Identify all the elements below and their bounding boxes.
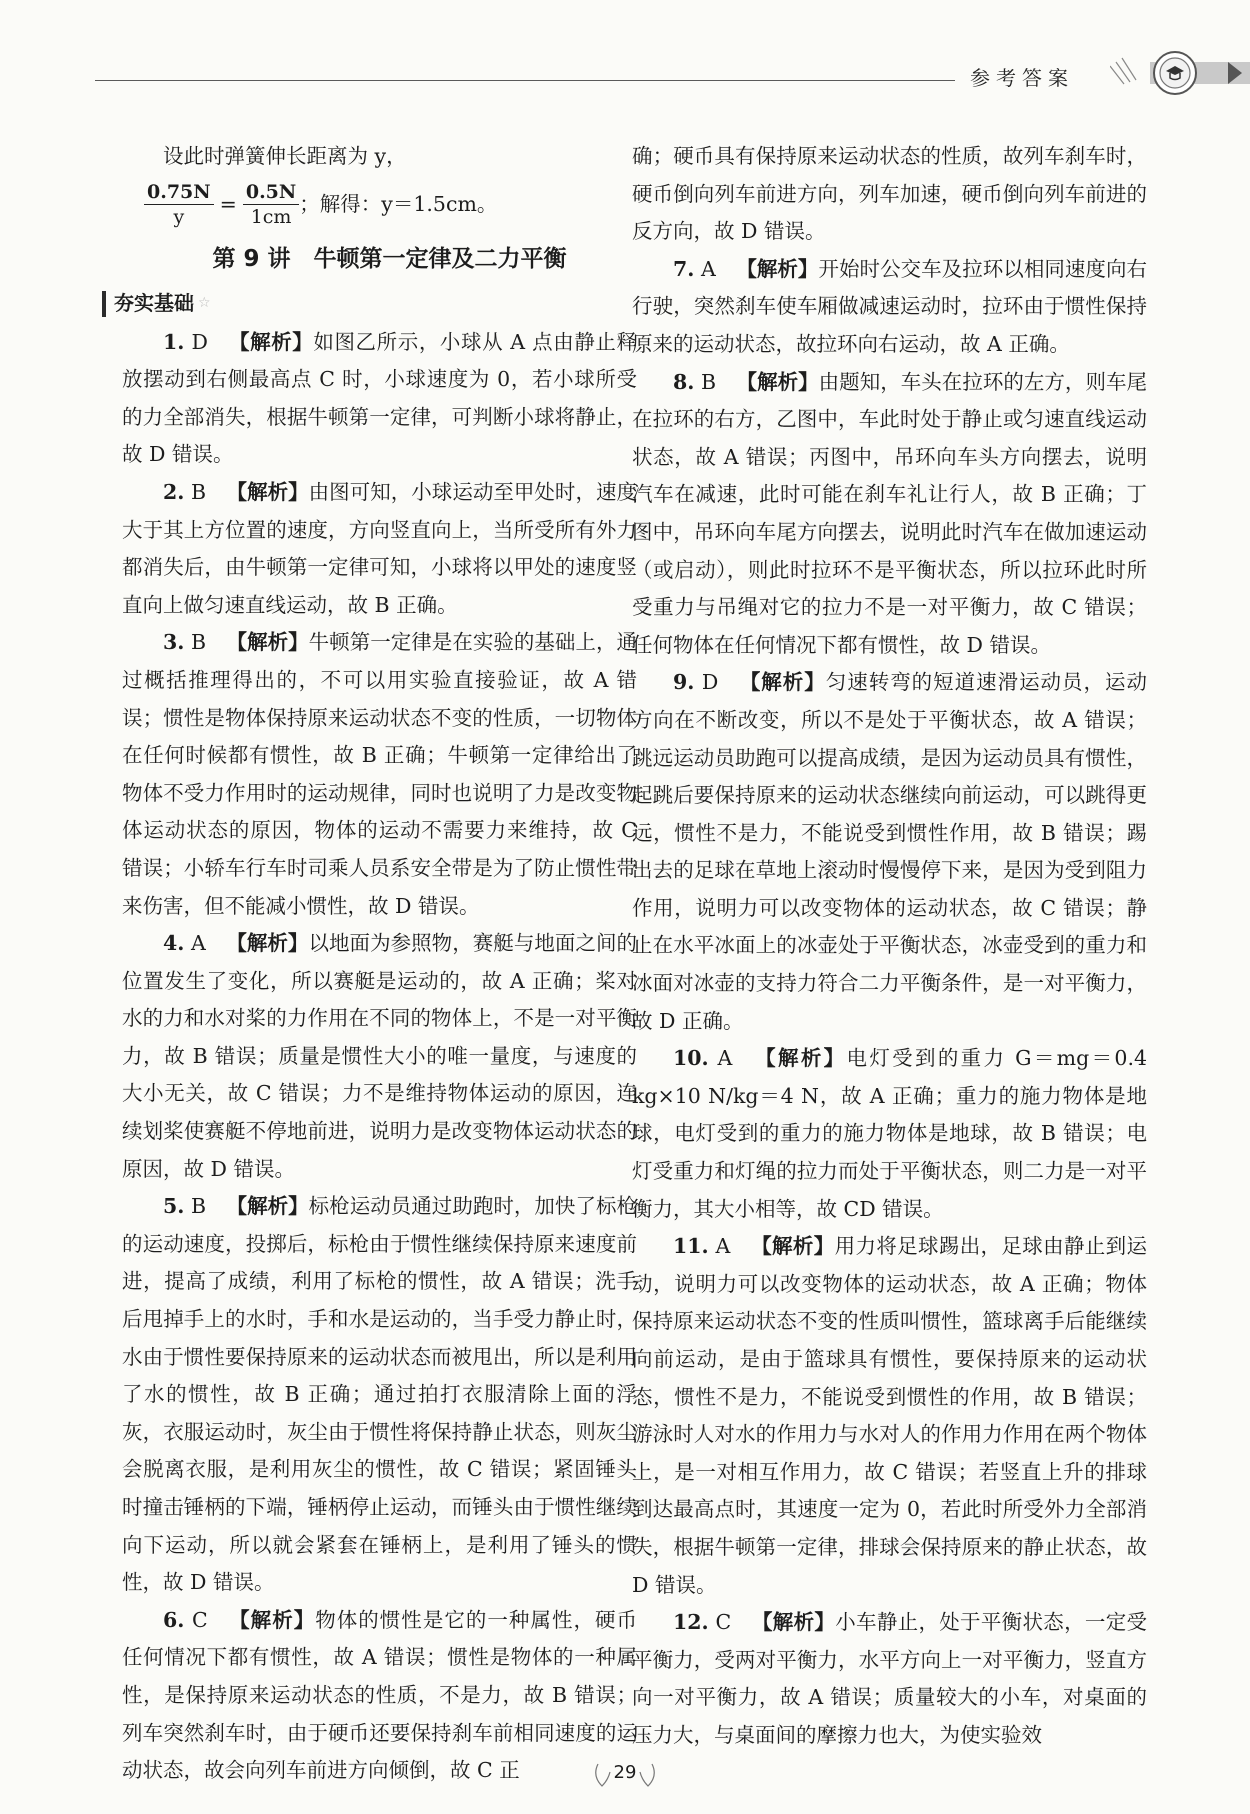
analysis-tag: 【解析】: [228, 329, 314, 354]
answer-number: 6.: [163, 1607, 185, 1632]
analysis-tag: 【解析】: [228, 1607, 316, 1632]
answer-item: [632, 364, 1147, 665]
left-column: [114, 138, 638, 1790]
answer-item: [122, 474, 637, 624]
answer-choice: A: [715, 1234, 731, 1259]
answer-choice: A: [700, 256, 716, 281]
fraction-numerator: 0.75N: [144, 180, 214, 205]
analysis-tag: 【解析】: [751, 1610, 836, 1635]
analysis-text: 电灯受到的重力 G＝mg＝0.4 kg×10 N/kg＝4 N，故 A 正确；重力的施力物体是地球，电灯受到的重力的施力物体是地球，故 B 错误；电灯受重力和灯绳的拉力而处于平衡状态，则二力是一对平衡力，其大小相等，故 CD 错误。: [632, 1046, 1148, 1221]
answer-choice: A: [717, 1046, 733, 1071]
right-column: [632, 138, 1147, 1755]
answer-item: [632, 251, 1147, 364]
answer-item: [632, 664, 1147, 1040]
answer-item: [122, 624, 637, 925]
header-rule: [95, 80, 955, 81]
equals-sign: =: [219, 191, 237, 216]
section-label: 夯实基础: [114, 290, 194, 315]
analysis-text: 标枪运动员通过助跑时，加快了标枪的运动速度，投掷后，标枪由于惯性继续保持原来速度前进，提高了成绩，利用了标枪的惯性，故 A 错误；洗手后甩掉手上的水时，手和水是运动的，当手受力静止时，水由于惯性要保持原来的运动状态而被甩出，所以是利用了水的惯性，故 B 正确；通过拍打衣服清除上面的浮灰，衣服运动时，灰尘由于惯性将保持静止状态，则灰尘会脱离衣服，是利用灰尘的惯性，故 C 错误；紧固锤头时撞击锤柄的下端，锤柄停止运动，而锤头由于惯性继续向下运动，所以就会紧套在锤柄上，是利用了锤头的惯性，故 D 错误。: [122, 1194, 638, 1595]
page-number: 29: [613, 1762, 637, 1783]
answer-number: 7.: [673, 256, 695, 281]
answer-choice: A: [190, 931, 206, 956]
answer-choice: C: [715, 1610, 732, 1635]
analysis-tag: 【解析】: [226, 1194, 309, 1219]
answer-number: 2.: [163, 479, 185, 504]
answer-item: [632, 1228, 1147, 1604]
answer-number: 3.: [163, 630, 185, 655]
left-answer-list: [122, 324, 637, 1790]
analysis-tag: 【解析】: [226, 931, 309, 956]
formula-result: ；解得：y＝1.5cm。: [299, 191, 498, 216]
answer-item: [632, 1604, 1147, 1754]
answer-item: [122, 1602, 637, 1790]
analysis-tag: 【解析】: [736, 369, 819, 394]
answer-choice: B: [190, 630, 207, 655]
answer-choice: D: [701, 670, 719, 695]
analysis-text: 由题知，车头在拉环的左方，则车尾在拉环的右方，乙图中，车此时处于静止或匀速直线运动状态，故 A 错误；丙图中，吊环向车头方向摆去，说明汽车在减速，此时可能在刹车礼让行人，故 B 正确；丁图中，吊环向车尾方向摆去，说明此时汽车在做加速运动（或启动），则此时拉环不是平衡状态，所以拉环此时所受重力与吊绳对它的拉力不是一对平衡力，故 C 错误；任何物体在任何情况下都有惯性，故 D 错误。: [632, 369, 1148, 657]
lecture-title: 第 9 讲 牛顿第一定律及二力平衡: [212, 245, 567, 272]
answer-number: 8.: [673, 369, 695, 394]
answer-choice: B: [190, 479, 207, 504]
star-icon: ☆: [198, 294, 211, 311]
answer-number: 10.: [673, 1046, 709, 1071]
analysis-tag: 【解析】: [736, 256, 819, 281]
analysis-text: 物体的惯性是它的一种属性，硬币任何情况下都有惯性，故 A 错误；惯性是物体的一种属性，是保持原来运动状态的性质，不是力，故 B 错误；列车突然刹车时，由于硬币还要保持刹车前相同速度的运动状态，故会向列车前进方向倾倒，故 C 正: [122, 1607, 637, 1783]
analysis-text: 小车静止，处于平衡状态，一定受平衡力，受两对平衡力，水平方向上一对平衡力，竖直方向一对平衡力，故 A 错误；质量较大的小车，对桌面的压力大，与桌面间的摩擦力也大，为使实验效: [632, 1610, 1147, 1747]
answer-item: [122, 925, 637, 1188]
analysis-tag: 【解析】: [226, 479, 309, 504]
answer-choice: B: [190, 1194, 207, 1219]
analysis-tag: 【解析】: [750, 1234, 835, 1259]
spring-formula: [144, 176, 637, 234]
analysis-tag: 【解析】: [226, 630, 309, 655]
fraction-right: [243, 180, 299, 229]
answer-number: 11.: [673, 1234, 709, 1259]
answer-choice: D: [191, 329, 208, 354]
analysis-text: 由图可知，小球运动至甲处时，速度大于其上方位置的速度，方向竖直向上，当所受所有外力都消失后，由牛顿第一定律可知，小球将以甲处的速度竖直向上做匀速直线运动，故 B 正确。: [122, 479, 638, 617]
continuation-paragraph: 确；硬币具有保持原来运动状态的性质，故列车刹车时，硬币倒向列车前进方向，列车加速，硬币倒向列车前进的反方向，故 D 错误。: [632, 144, 1147, 244]
section-heading: [102, 284, 637, 324]
right-answer-list: [632, 251, 1147, 1755]
answer-item: [632, 1040, 1147, 1228]
section-bar: [102, 291, 106, 317]
answer-number: 1.: [163, 329, 185, 354]
fraction-denominator: 1cm: [250, 206, 292, 229]
answer-number: 9.: [673, 670, 695, 695]
analysis-text: 如图乙所示，小球从 A 点由静止释放摆动到右侧最高点 C 时，小球速度为 0，若小球所受的力全部消失，根据牛顿第一定律，可判断小球将静止，故 D 错误。: [122, 329, 637, 467]
analysis-text: 匀速转弯的短道速滑运动员，运动方向在不断改变，所以不是处于平衡状态，故 A 错误；跳远运动员助跑可以提高成绩，是因为运动员具有惯性，起跳后要保持原来的运动状态继续向前运动，可以跳得更远，惯性不是力，不能说受到惯性作用，故 B 错误；踢出去的足球在草地上滚动时慢慢停下来，是因为受到阻力作用，说明力可以改变物体的运动状态，故 C 错误；静止在水平冰面上的冰壶处于平衡状态，冰壶受到的重力和冰面对冰壶的支持力符合二力平衡条件，是一对平衡力，故 D 正确。: [632, 670, 1147, 1033]
answer-choice: B: [700, 369, 717, 394]
answer-number: 5.: [163, 1194, 185, 1219]
analysis-tag: 【解析】: [752, 1046, 847, 1071]
header-title: 参考答案: [970, 66, 1074, 90]
fraction-denominator: y: [173, 206, 185, 229]
answer-number: 4.: [163, 931, 185, 956]
answer-item: [122, 324, 637, 474]
fraction-left: [144, 180, 214, 229]
analysis-text: 用力将足球踢出，足球由静止到运动，说明力可以改变物体的运动状态，故 A 正确；物体保持原来运动状态不变的性质叫惯性，篮球离手后能继续向前运动，是由于篮球具有惯性，要保持原来的运动状态，惯性不是力，不能说受到惯性的作用，故 B 错误；游泳时人对水的作用力与水对人的作用力作用在两个物体上，是一对相互作用力，故 C 错误；若竖直上升的排球到达最高点时，其速度一定为 0，若此时所受外力全部消失，根据牛顿第一定律，排球会保持原来的静止状态，故 D 错误。: [632, 1234, 1147, 1597]
analysis-text: 以地面为参照物，赛艇与地面之间的位置发生了变化，所以赛艇是运动的，故 A 正确；桨对水的力和水对桨的力作用在不同的物体上，不是一对平衡力，故 B 错误；质量是惯性大小的唯一量度，与速度的大小无关，故 C 错误；力不是维持物体运动的原因，连续划桨使赛艇不停地前进，说明力是改变物体运动状态的原因，故 D 错误。: [122, 931, 638, 1181]
analysis-text: 牛顿第一定律是在实验的基础上，通过概括推理得出的，不可以用实验直接验证，故 A 错误；惯性是物体保持原来运动状态不变的性质，一切物体在任何时候都有惯性，故 B 正确；牛顿第一定律给出了物体不受力作用时的运动规律，同时也说明了力是改变物体运动状态的原因，物体的运动不需要力来维持，故 C 错误；小轿车行车时司乘人员系安全带是为了防止惯性带来伤害，但不能减小惯性，故 D 错误。: [122, 630, 638, 918]
answer-number: 12.: [673, 1610, 709, 1635]
header-emblem-icon: [1110, 48, 1250, 98]
analysis-tag: 【解析】: [738, 670, 826, 695]
answer-choice: C: [191, 1607, 208, 1632]
intro-line: 设此时弹簧伸长距离为 y，: [163, 144, 407, 168]
analysis-text: 开始时公交车及拉环以相同速度向右行驶，突然刹车使车厢做减速运动时，拉环由于惯性保持原来的运动状态，故拉环向右运动，故 A 正确。: [632, 256, 1148, 356]
fraction-numerator: 0.5N: [243, 180, 299, 205]
answer-item: [122, 1188, 637, 1602]
